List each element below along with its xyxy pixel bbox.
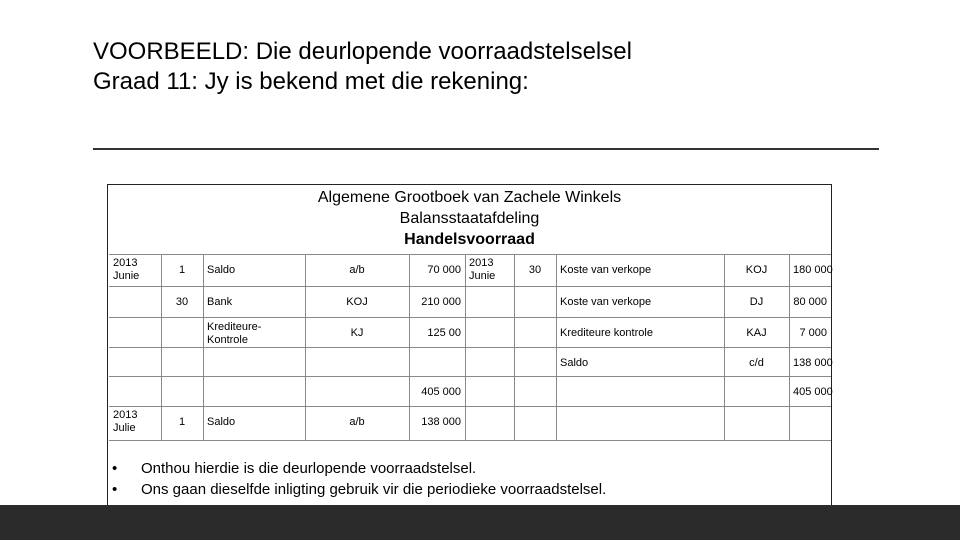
title-line-2 bbox=[93, 67, 632, 97]
row-divider bbox=[109, 347, 831, 348]
ledger-cell-l-amt: 70 000 bbox=[427, 264, 461, 276]
row-divider bbox=[109, 440, 831, 441]
ledger-cell-l-day: 1 bbox=[178, 264, 186, 276]
ledger-cell-l-date: 2013 Junie bbox=[113, 257, 140, 282]
slide-title bbox=[93, 37, 632, 97]
ledger-cell-l-detail: Saldo bbox=[207, 416, 236, 428]
title-grade-rest: : Jy is bekend met die rekening: bbox=[191, 68, 529, 95]
ledger-cell-r-date: 2013 Junie bbox=[469, 257, 496, 282]
bullet-item-2: • Ons gaan dieselfde inligting gebruik vir die periodieke voorraadstelsel. bbox=[112, 481, 607, 498]
bullet-dot: • bbox=[112, 481, 118, 498]
ledger-cell-r-fol: c/d bbox=[749, 357, 764, 369]
ledger-cell-l-date: 2013 Julie bbox=[113, 409, 138, 434]
ledger-header-company: Algemene Grootboek van Zachele Winkels bbox=[317, 189, 622, 206]
ledger-cell-r-detail: Krediteure kontrole bbox=[560, 327, 653, 339]
ledger-cell-r-fol: KAJ bbox=[746, 327, 767, 339]
bottom-bar bbox=[0, 505, 960, 540]
title-grade: Graad 11 bbox=[93, 68, 192, 95]
ledger-cell-r-amt: 138 000 bbox=[793, 357, 833, 369]
ledger-cell-l-fol: KOJ bbox=[346, 296, 368, 308]
ledger-cell-l-day: 1 bbox=[178, 416, 186, 428]
ledger-cell-r-fol: DJ bbox=[749, 296, 764, 308]
ledger-cell-r-amt: 405 000 bbox=[793, 386, 833, 398]
ledger-cell-r-day: 30 bbox=[528, 264, 542, 276]
ledger-header-account: Handelsvoorraad bbox=[404, 231, 535, 248]
ledger-cell-l-fol: a/b bbox=[349, 416, 365, 428]
ledger-cell-r-detail: Koste van verkope bbox=[560, 296, 652, 308]
bullet-dot: • bbox=[112, 460, 118, 477]
bullet-item-1: • Onthou hierdie is die deurlopende voorraadstelsel. bbox=[112, 460, 477, 477]
ledger-cell-l-day: 30 bbox=[175, 296, 189, 308]
ledger-cell-l-detail: Krediteure- Kontrole bbox=[207, 321, 262, 346]
ledger-cell-l-amt: 138 000 bbox=[421, 416, 461, 428]
ledger-cell-r-fol: KOJ bbox=[745, 264, 768, 276]
row-divider bbox=[109, 376, 831, 377]
row-divider bbox=[109, 406, 831, 407]
ledger-header-section: Balansstaatafdeling bbox=[399, 210, 540, 227]
ledger-cell-l-fol: KJ bbox=[350, 327, 364, 339]
bullet-list bbox=[112, 458, 606, 500]
ledger-cell-l-amt: 210 000 bbox=[421, 296, 461, 308]
ledger-cell-l-amt: 405 000 bbox=[421, 386, 461, 398]
ledger-cell-r-amt: 7 000 bbox=[799, 327, 827, 339]
row-divider bbox=[109, 254, 831, 255]
ledger-cell-r-detail: Koste van verkope bbox=[560, 264, 652, 276]
ledger-cell-l-detail: Saldo bbox=[207, 264, 236, 276]
ledger-cell-l-fol: a/b bbox=[349, 264, 365, 276]
ledger-header bbox=[107, 187, 832, 250]
ledger-cell-r-amt: 80 000 bbox=[793, 296, 827, 308]
ledger-cell-r-detail: Saldo bbox=[560, 357, 589, 369]
row-divider bbox=[109, 286, 831, 287]
title-divider bbox=[93, 148, 879, 150]
row-divider bbox=[109, 317, 831, 318]
title-line-1: VOORBEELD: Die deurlopende voorraadstelselsel bbox=[93, 38, 632, 65]
ledger-cell-l-amt: 125 00 bbox=[427, 327, 461, 339]
ledger-cell-r-amt: 180 000 bbox=[793, 264, 833, 276]
ledger-cell-l-detail: Bank bbox=[207, 296, 233, 308]
